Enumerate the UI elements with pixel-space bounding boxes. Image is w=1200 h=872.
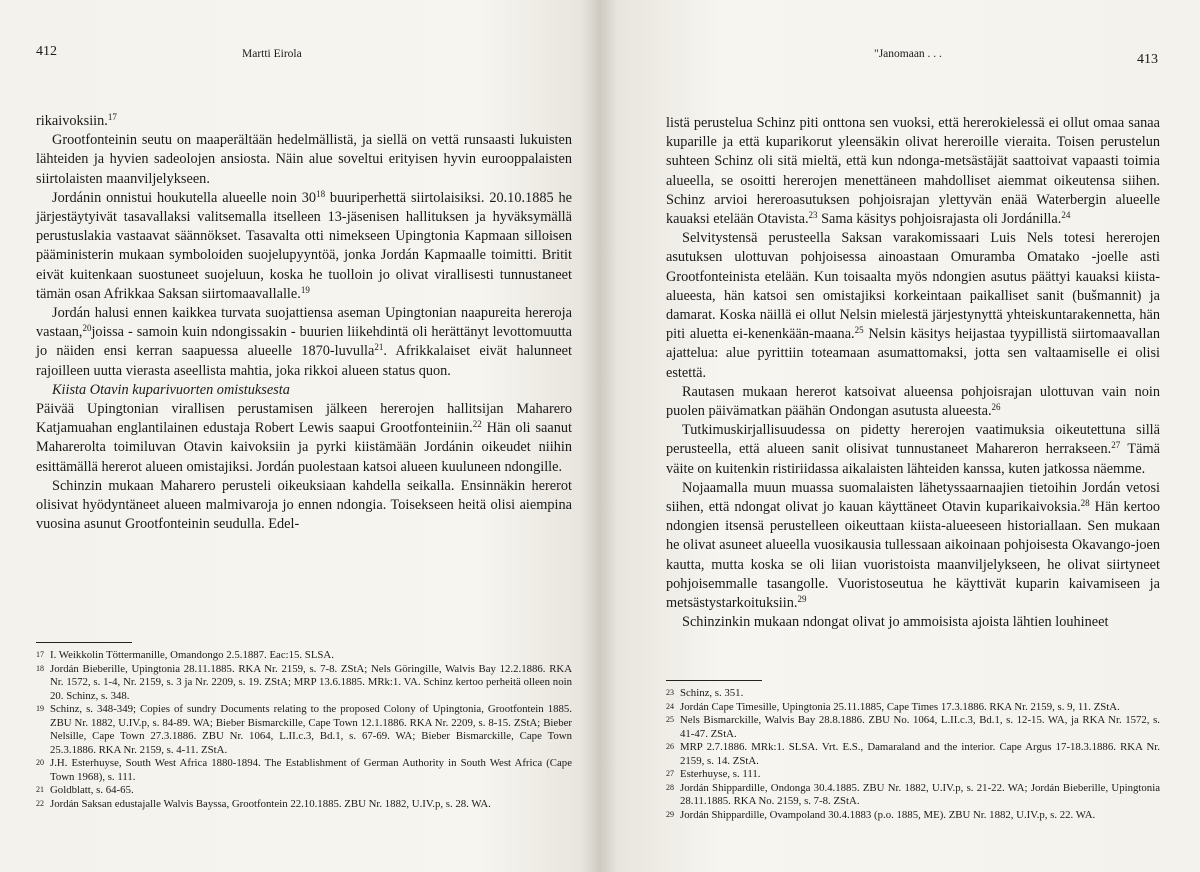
right-footnotes <box>666 680 1160 822</box>
footnote: 22 Jordán Saksan edustajalle Walvis Bayssa, Grootfontein 22.10.1885. ZBU Nr. 1882, U.IV.p, s. 28. WA. <box>36 797 491 810</box>
footnote: 23 Schinz, s. 351. <box>666 687 744 699</box>
footnote: 27 Esterhuyse, s. 111. <box>666 768 761 780</box>
footnote: 24 Jordán Cape Timesille, Upingtonia 25.11.1885, Cape Times 17.3.1886. RKA Nr. 2159, s. 9, 11. ZStA. <box>666 700 1120 713</box>
footnote: 25 Nels Bismarckille, Walvis Bay 28.8.1886. ZBU No. 1064, L.II.c.3, Bd.1, s. 12-15. WA, ja RKA Nr. 1572, s. 41-47. ZStA. <box>666 714 1160 740</box>
section-heading: Kiista Otavin kuparivuorten omistuksesta <box>52 381 290 398</box>
left-running-head <box>36 40 572 64</box>
right-running-head <box>666 40 1160 67</box>
footnote: 18 Jordán Bieberille, Upingtonia 28.11.1885. RKA Nr. 2159, s. 7-8. ZStA; Nels Göringille, Walvis Bay 12.2.1886. RKA Nr. 1572, s. 1-4, Nr. 2159, s. 3 ja Nr. 2209, s. 19. ZStA; MRP 13.6.1885. MRk:1. VA. Schinz kertoo perheitä olleen noin 20. Schinz, s. 348. <box>36 662 572 702</box>
left-page-number: 412 <box>36 44 57 59</box>
right-page <box>600 0 1200 872</box>
paragraph: rikaivoksiin.$^{17}$ <box>36 112 117 129</box>
paragraph: Grootfonteinin seutu on maaperältään hedelmällistä, ja siellä on vettä runsaasti lukuisten lähteiden ja hyvien sadeolojen ansiosta. Näin alue soveltui erityisen hyvin eurooppalaisten siirtolaisten maanviljelykseen. <box>36 132 572 187</box>
paragraph: listä perustelua Schinz piti onttona sen vuoksi, että hererokielessä ei ollut omaa sanaa kuparille ja että kuparikorut yleensäkin olivat hereroille vieraita. Toisen perustelun suhteen Schinz oli sitä mieltä, että kun ndonga-metsästäjät saattoivat vapaasti toimia alueella, se osoitti hererojen menettäneen mahdolliset aiemmat oikeutensa siihen. Schinz arvioi hereroasutuksen pohjoisrajan ylettyvän enää Waterbergin alueelle kauaksi etelään Otavista.$^{23}$ Sama käsitys pohjoisrajasta oli Jordánilla.$^{24}$ <box>666 115 1160 228</box>
right-page-number: 413 <box>1137 52 1158 67</box>
footnote: 29 Jordán Shippardille, Ovampoland 30.4.1883 (p.o. 1885, ME). ZBU Nr. 1882, U.IV.p, s. 22. WA. <box>666 808 1096 821</box>
footnote: 26 MRP 2.7.1886. MRk:1. SLSA. Vrt. E.S., Damaraland and the interior. Cape Argus 17-18.3.1886. RKA Nr. 2159, s. 14. ZStA. <box>666 741 1160 767</box>
right-body-text <box>666 114 1160 632</box>
paragraph: Tutkimuskirjallisuudessa on pidetty hererojen vaatimuksia oikeutettuna sillä perusteella, että alueen sanit olisivat tunnustaneet Mahareron herrakseen.$^{27}$ Tämä väite on kuitenkin ristiriidassa aikalaisten lähteiden kanssa, kuten jatkossa näemme. <box>666 422 1160 477</box>
paragraph: Schinzinkin mukaan ndongat olivat jo ammoisista ajoista lähtien louhineet <box>682 614 1109 631</box>
footnote: 21 Goldblatt, s. 64-65. <box>36 784 134 796</box>
footnote: 28 Jordán Shippardille, Ondonga 30.4.1885. ZBU Nr. 1882, U.IV.p, s. 21-22. WA; Jordán Bieberille, Upingtonia 28.11.1885. RKA No. 2159, s. 7-8. ZStA. <box>666 781 1160 807</box>
paragraph: Nojaamalla muun muassa suomalaisten lähetyssaarnaajien tietoihin Jordán vetosi siihen, että ndongat olivat jo kauan käyttäneet Otavin kuparikaivoksia.$^{28}$ Hän kertoo ndongien itsensä perustelleen oikeuttaan kiista-alueeseen historiallaan. Sen mukaan he olivat asuneet alueella vuosikausia tullessaan aikoinaan pohjoisesta Okavango-joen kautta, mutta koska se oli liian vuoristoista maanviljelykseen, he olivat siirtyneet pohjoisemmalle tasangolle. Vuoristoseutua he käyttivät kuparin kaivamiseen ja metsästystarkoituksiin.$^{29}$ <box>666 479 1160 612</box>
paragraph: Jordánin onnistui houkutella alueelle noin $30^{18}$ buuriperhettä siirtolaisiksi. 20.10.1885 he järjestäytyivät tasavallaksi valitsemalla itselleen 13-jäsenisen hallituksen ja hyväksymällä perustuslakia vastaavat säännökset. Tasavalta otti nimekseen Upingtonia Kapmaan silloisen pääministerin mukaan symboloiden suojelupyyntöä, jonka Jordán Kapmaalle toimitti. Britit eivät kuitenkaan suostuneet suojeluun, koska he tuolloin jo olivat virallisesti tunnustaneet tämän osan Afrikkaa Saksan siirtomaavallalle.$^{19}$ <box>36 188 572 302</box>
footnote: 20 J.H. Esterhuyse, South West Africa 1880-1894. The Establishment of German Authority in South West Africa (Cape Town 1968), s. 111. <box>36 757 572 783</box>
right-running-title: "Janomaan . . . <box>874 48 942 60</box>
paragraph: Päivää Upingtonian virallisen perustamisen jälkeen hererojen hallitsijan Maharero Katjamuahan englantilainen edustaja Robert Lewis saapui Grootfonteiniin.$^{22}$ Hän oli saanut Maharerolta toimiluvan Otavin kaivoksiin ja pyrki kiistämään Jordánin oikeudet niihin esittämällä hererot alueen omistajiksi. Jordán puolestaan katsoi alueen kuuluneen ndongille. <box>36 401 572 475</box>
paragraph: Schinzin mukaan Maharero perusteli oikeuksiaan kahdella seikalla. Ensinnäkin hererot olisivat hyödyntäneet alueen malmivaroja jo ennen ndongia. Toisekseen heitä olisi aiempina vuosina asunut Grootfonteinin seudulla. Edel- <box>36 477 572 533</box>
paragraph: Rautasen mukaan hererot katsoivat alueensa pohjoisrajan ulottuvan vain noin puolen päivämatkan päähän Ondongan asutusta alueesta.$^{26}$ <box>666 383 1160 420</box>
footnote: 17 I. Weikkolin Töttermanille, Omandongo 2.5.1887. Eac:15. SLSA. <box>36 649 334 661</box>
footnote: 19 Schinz, s. 348-349; Copies of sundry Documents relating to the proposed Colony of Upingtonia, Grootfontein 1885. ZBU Nr. 1882, U.IV.p, s. 84-89. WA; Bieber Bismarckille, Cape Town 12.1.1886. RKA Nr. 2209, s. 8-15. ZStA; Bieber Nelsille, Cape Town 27.3.1886. ZBU Nr. 1064, L.II.c.3, Bd.1, s. 67-69. WA; Bieber Bismarckille, Cape Town 25.3.1886. RKA Nr. 2159, s. 4-11. ZStA. <box>36 703 572 756</box>
left-body-text <box>36 112 572 534</box>
paragraph: Selvitystensä perusteella Saksan varakomissaari Luis Nels totesi hererojen asutuksen ulottuvan pohjoisessa ainoastaan Omuramba Omatako -joelle asti Grootfonteinista etelään. Kun toisaalta myös ndongien asutus päättyi kauaksi kiista-alueesta, hän katsoi sen omistajiksi korkeintaan paikalliset sanit (bušmannit) ja damarat. Koska näillä ei ollut Nelsin mielestä järjestynyttä yhteiskuntarakennetta, hän piti aluetta ei-kenenkään-maana.$^{25}$ Nelsin käsitys heijastaa tyypillistä siirtomaavallan ajattelua: alue pyrittiin toteamaan asumattomaksi, jotta sen valtaamiselle ei olisi estettä. <box>666 230 1160 381</box>
footnote-rule <box>36 642 132 643</box>
footnote-rule <box>666 680 762 681</box>
left-footnotes <box>36 642 572 811</box>
left-running-title: Martti Eirola <box>242 48 302 60</box>
paragraph: Jordán halusi ennen kaikkea turvata suojattiensa aseman Upingtonian naapureita hereroja vastaan,$^{20}$joissa - samoin kuin ndongissakin - buurien liikehdintä oli herättänyt levottomuutta jo näiden ensi kerran saapuessa alueelle 1870-luvulla$^{21}$. Afrikkalaiset eivät halunneet rajoilleen uutta vierasta aseellista mahtia, joka rikkoi alueen status quon. <box>36 305 572 379</box>
